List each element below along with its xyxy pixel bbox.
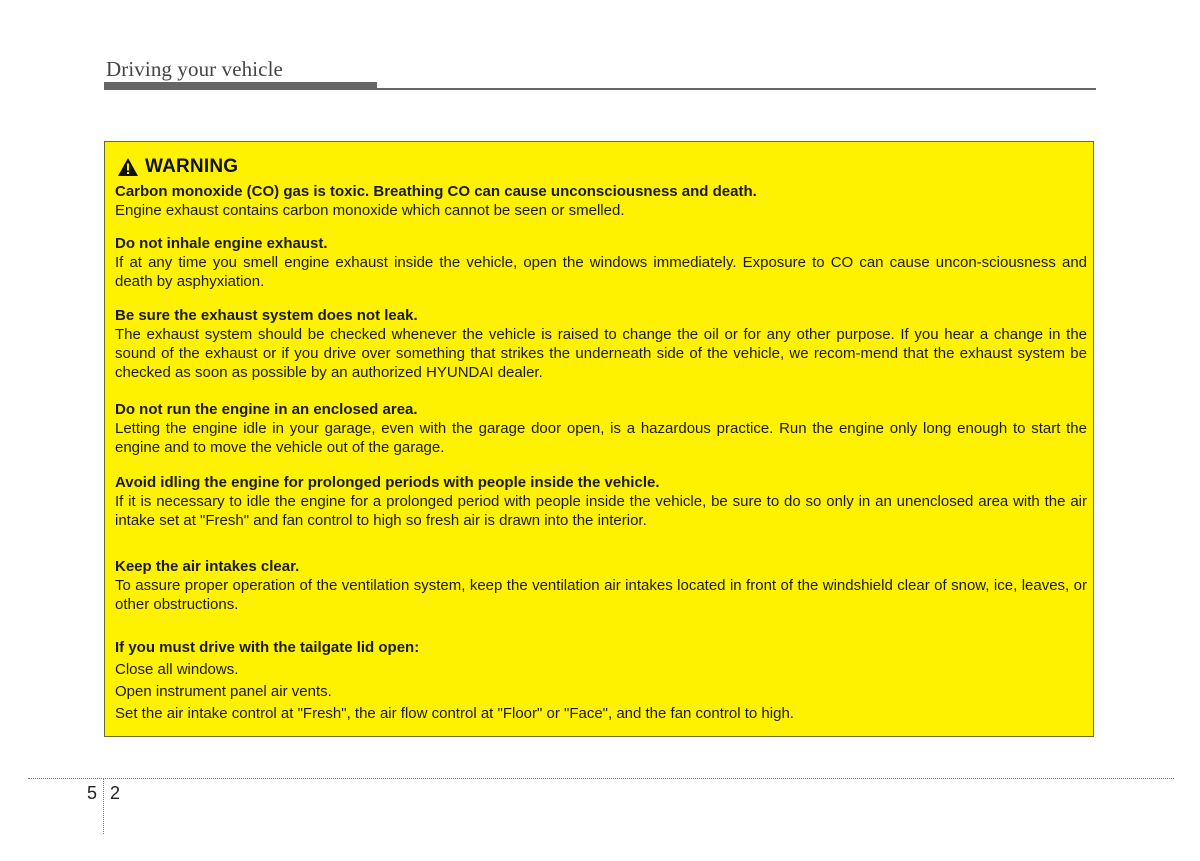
warning-section-leak [115, 306, 1087, 382]
warning-section-enclosed [115, 400, 1087, 457]
section-body: To assure proper operation of the ventilation system, keep the ventilation air intakes located in front of the windshield clear of snow, ice, leaves, or other obstructions. [115, 577, 1087, 613]
section-title: Do not run the engine in an enclosed area. [115, 401, 418, 418]
warning-triangle-icon [117, 157, 139, 177]
warning-box [104, 141, 1094, 737]
section-title: Keep the air intakes clear. [115, 558, 300, 575]
section-body: If at any time you smell engine exhaust inside the vehicle, open the windows immediately. Exposure to CO can cause uncon-sciousness and death by asphyxiation. [115, 254, 1087, 290]
list-item: Open instrument panel air vents. [115, 683, 332, 700]
warning-section-tailgate [115, 637, 1087, 725]
section-title: If you must drive with the tailgate lid open: [115, 639, 420, 656]
chapter-number: 5 [87, 783, 98, 803]
warning-section-idling [115, 473, 1087, 530]
footer-divider [28, 778, 1174, 779]
list-item: Set the air intake control at "Fresh", the air flow control at "Floor" or "Face", and the fan control to high. [115, 705, 794, 722]
header-rule-thin [377, 88, 1096, 90]
warning-intro [115, 182, 1087, 220]
section-title-header: Driving your vehicle [106, 57, 283, 81]
section-body: Letting the engine idle in your garage, even with the garage door open, is a hazardous practice. Run the engine only long enough to start the engine and to move the vehicle out of the garage. [115, 420, 1087, 456]
warning-label: WARNING [145, 156, 239, 177]
section-body: The exhaust system should be checked whenever the vehicle is raised to change the oil or for any other purpose. If you hear a change in the sound of the exhaust or if you drive over something that strikes the underneath side of the vehicle, we recom-mend that the exhaust system be checked as soon as possible by an authorized HYUNDAI dealer. [115, 326, 1087, 381]
header-rule-thick [104, 82, 377, 90]
section-title: Be sure the exhaust system does not leak. [115, 307, 418, 324]
section-title: Avoid idling the engine for prolonged periods with people inside the vehicle. [115, 474, 660, 491]
warning-section-inhale [115, 234, 1087, 291]
warning-heading [117, 156, 238, 178]
section-body: If it is necessary to idle the engine for a prolonged period with people inside the vehicle, be sure to do so only in an unenclosed area with the air intake set at "Fresh" and fan control to high so fresh air is drawn into the interior. [115, 493, 1087, 529]
list-item: Close all windows. [115, 661, 239, 678]
intro-title: Carbon monoxide (CO) gas is toxic. Breathing CO can cause unconsciousness and death. [115, 183, 757, 200]
footer-page-divider [103, 779, 104, 834]
warning-section-intakes [115, 557, 1087, 614]
page-number: 2 [110, 783, 121, 803]
intro-body: Engine exhaust contains carbon monoxide which cannot be seen or smelled. [115, 202, 625, 219]
section-title: Do not inhale engine exhaust. [115, 235, 328, 252]
